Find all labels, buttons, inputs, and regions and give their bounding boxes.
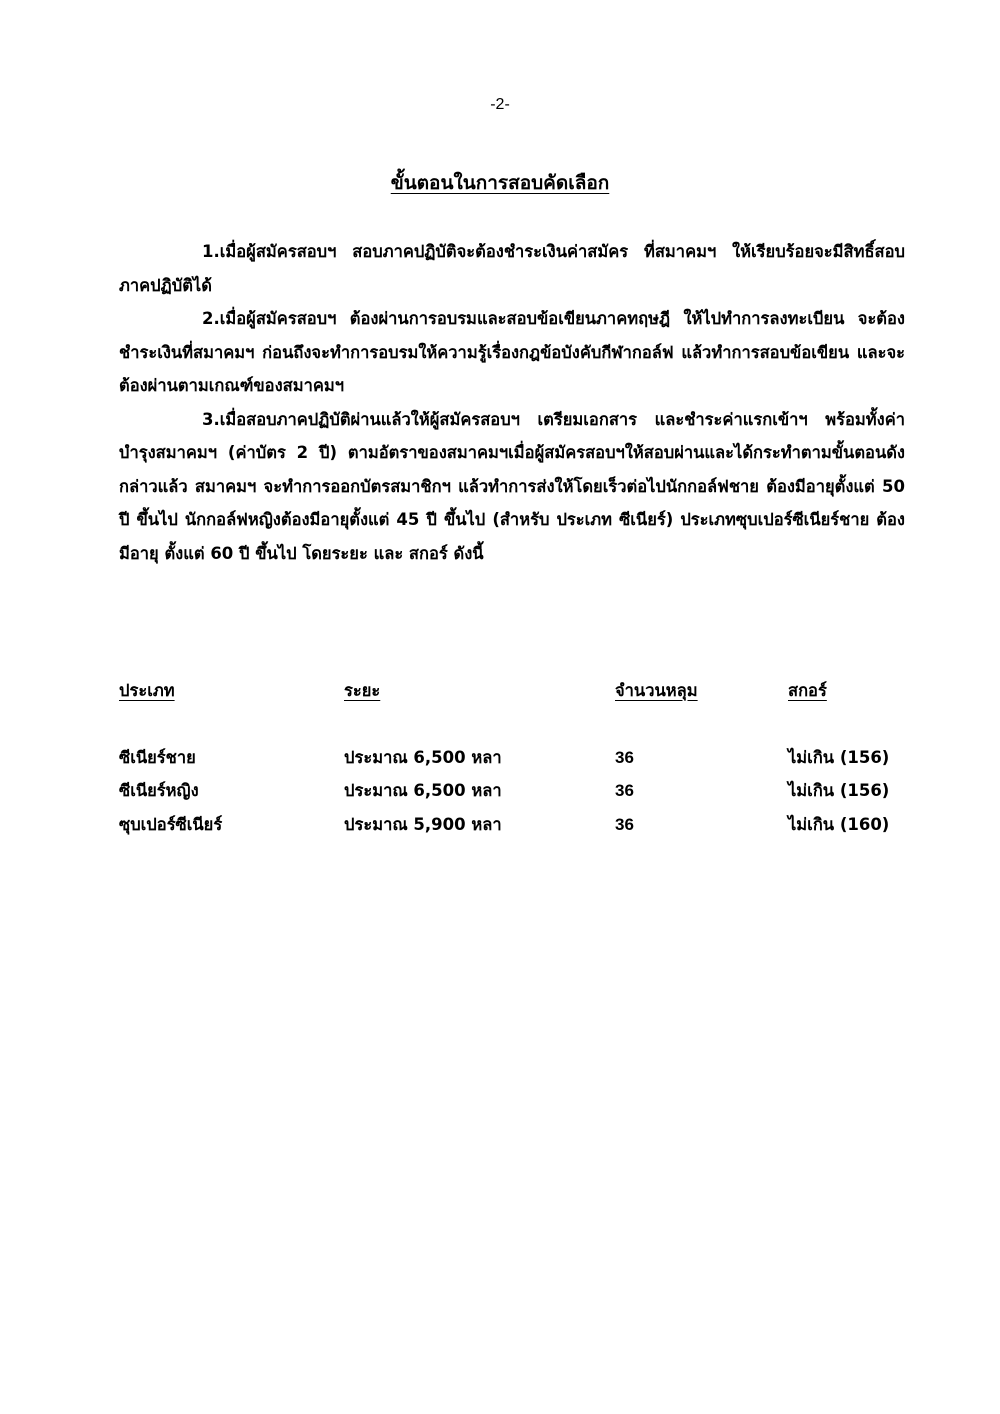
procedure-body — [119, 235, 905, 570]
cell-distance: ประมาณ 6,500 หลา — [344, 747, 502, 767]
cell-category: ซุบเปอร์ซีเนียร์ — [119, 814, 223, 834]
procedure-step-1: 1.เมื่อผู้สมัครสอบฯ สอบภาคปฏิบัติจะต้องชำระเงินค่าสมัคร ที่สมาคมฯ ให้เรียบร้อยจะมีสิทธิ์สอบภาคปฏิบัติได้ — [119, 242, 905, 295]
header-score: สกอร์ — [788, 681, 827, 700]
cell-distance: ประมาณ 5,900 หลา — [344, 814, 502, 834]
table-row — [119, 808, 909, 842]
cell-category: ซีเนียร์ชาย — [119, 747, 196, 767]
procedure-step-2: 2.เมื่อผู้สมัครสอบฯ ต้องผ่านการอบรมและสอบข้อเขียนภาคทฤษฎี ให้ไปทำการลงทะเบียน จะต้องชำระเงินที่สมาคมฯ ก่อนถึงจะทำการอบรมให้ความรู้เรื่องกฎข้อบังคับกีฬากอล์ฟ แล้วทำการสอบข้อเขียน และจะต้องผ่านตามเกณฑ์ของสมาคมฯ — [119, 309, 905, 395]
header-holes: จำนวนหลุม — [615, 681, 698, 700]
table-row — [119, 774, 909, 808]
cell-holes: 36 — [615, 814, 634, 834]
category-requirements-table — [119, 674, 909, 841]
cell-score: ไม่เกิน (160) — [788, 814, 890, 834]
header-category: ประเภท — [119, 681, 175, 700]
cell-category: ซีเนียร์หญิง — [119, 781, 199, 800]
cell-score: ไม่เกิน (156) — [788, 781, 890, 800]
document-title: ขั้นตอนในการสอบคัดเลือก — [390, 172, 610, 194]
header-distance: ระยะ — [344, 681, 381, 700]
table-header-row — [119, 674, 909, 708]
page-number: -2- — [490, 96, 510, 113]
procedure-step-3: 3.เมื่อสอบภาคปฏิบัติผ่านแล้วให้ผู้สมัครสอบฯ เตรียมเอกสาร และชำระค่าแรกเข้าฯ พร้อมทั้งค่าบำรุงสมาคมฯ (ค่าบัตร 2 ปี) ตามอัตราของสมาคมฯเมื่อผู้สมัครสอบฯให้สอบผ่านและได้กระทำตามขั้นตอนดังกล่าวแล้ว สมาคมฯ จะทำการออกบัตรสมาชิกฯ แล้วทำการส่งให้โดยเร็วต่อไปนักกอล์ฟชาย ต้องมีอายุตั้งแต่ 50 ปี ขึ้นไป นักกอล์ฟหญิงต้องมีอายุตั้งแต่ 45 ปี ขึ้นไป (สำหรับ ประเภท ซีเนียร์) ประเภทซุบเปอร์ซีเนียร์ชาย ต้องมีอายุ ตั้งแต่ 60 ปี ขึ้นไป โดยระยะ และ สกอร์ ดังนี้ — [119, 409, 905, 563]
cell-holes: 36 — [615, 747, 634, 767]
cell-score: ไม่เกิน (156) — [788, 747, 890, 767]
table-row — [119, 741, 909, 775]
cell-holes: 36 — [615, 781, 634, 800]
cell-distance: ประมาณ 6,500 หลา — [344, 781, 502, 800]
